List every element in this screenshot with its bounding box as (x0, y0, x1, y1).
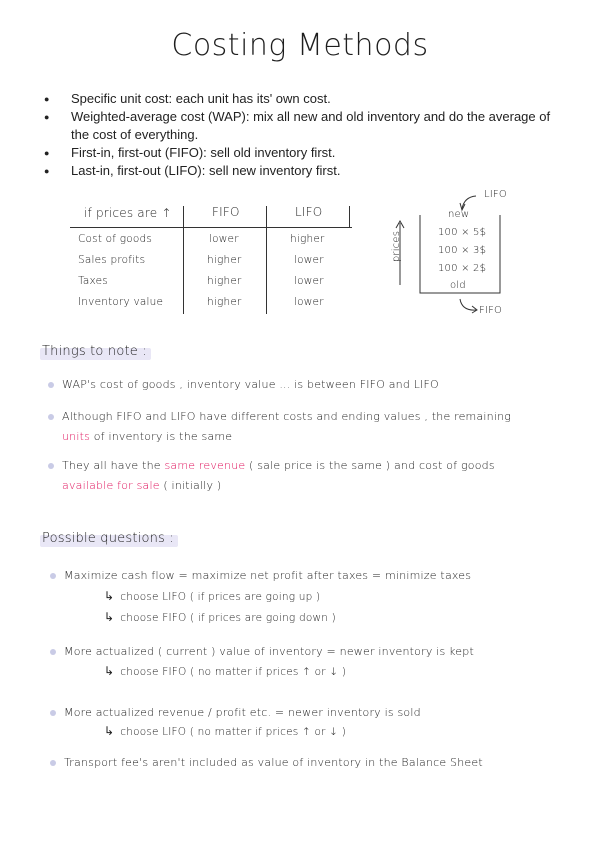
note-item (48, 407, 568, 447)
notes-heading-text: Things to note : (42, 344, 147, 359)
page-title: Costing Methods (171, 28, 429, 63)
table-cell: lower (209, 233, 239, 245)
bullet-dot-icon (48, 414, 54, 420)
table-header-condition: if prices are ↑ (84, 206, 172, 220)
note-text (62, 407, 568, 447)
note-emphasis: available for sale (62, 479, 160, 492)
table-cell: higher (207, 275, 242, 287)
table-cell: Inventory value (78, 296, 164, 308)
note-text-part: They all have the (62, 459, 165, 472)
table-header-lifo: LIFO (295, 205, 323, 219)
note-text-part: ( sale price is the same ) and cost of goods (245, 459, 495, 472)
bullet-dot-icon (48, 382, 54, 388)
return-arrow-icon: ↳ (104, 610, 115, 624)
question-item (50, 703, 570, 723)
comparison-table (70, 200, 355, 318)
prices-axis-label: prices (391, 230, 403, 263)
notes-heading (42, 344, 147, 359)
question-text: More actualized ( current ) value of inventory = newer inventory is kept (64, 645, 474, 658)
table-divider (70, 227, 352, 228)
note-text (62, 456, 568, 496)
questions-heading-text: Possible questions : (42, 531, 174, 546)
table-cell: lower (294, 254, 324, 266)
bullet-dot-icon (50, 573, 56, 579)
table-divider (266, 206, 267, 314)
question-text: Transport fee's aren't included as value of inventory in the Balance Sheet (64, 756, 483, 769)
note-emphasis: same revenue (164, 459, 246, 472)
note-text: WAP's cost of goods , inventory value ... is between FIFO and LIFO (62, 378, 439, 391)
bullet-dot-icon (50, 649, 56, 655)
answer-text: choose LIFO ( if prices are going up ) (120, 591, 321, 603)
table-cell: Sales profits (78, 254, 146, 266)
question-item (50, 753, 570, 773)
table-cell: lower (294, 275, 324, 287)
return-arrow-icon: ↳ (104, 664, 115, 678)
return-arrow-icon: ↳ (104, 589, 115, 603)
question-text: Maximize cash flow = maximize net profit after taxes = minimize taxes (64, 569, 472, 582)
question-item (50, 642, 570, 662)
table-cell: higher (290, 233, 325, 245)
bullet-dot-icon (48, 463, 54, 469)
question-text: More actualized revenue / profit etc. = newer inventory is sold (64, 706, 421, 719)
old-label: old (450, 280, 466, 291)
table-cell: Taxes (78, 275, 108, 287)
return-arrow-icon: ↳ (104, 724, 115, 738)
note-text-part: of inventory is the same (90, 430, 233, 443)
layer-label: 100 × 3$ (438, 245, 487, 256)
list-item: ● Specific unit cost: each unit has its' own cost. (44, 90, 554, 108)
list-item: ● Weighted-average cost (WAP): mix all new and old inventory and do the average of the cost of everything. (44, 108, 554, 144)
note-text-part: Although FIFO and LIFO have different costs and ending values , the remaining (62, 410, 512, 423)
layer-label: 100 × 5$ (438, 227, 487, 238)
note-item (48, 375, 568, 395)
answer-text: choose LIFO ( no matter if prices ↑ or ↓ ) (120, 726, 346, 738)
answer-text: choose FIFO ( if prices are going down ) (120, 612, 336, 624)
inventory-diagram (380, 185, 530, 320)
answer-text: choose FIFO ( no matter if prices ↑ or ↓ ) (120, 666, 347, 678)
table-cell: higher (207, 254, 242, 266)
table-divider (349, 206, 350, 228)
fifo-label: FIFO (479, 305, 503, 316)
fifo-arrow-icon (460, 299, 476, 310)
method-list (44, 90, 554, 180)
table-cell: Cost of goods (78, 233, 153, 245)
question-answer (104, 589, 320, 603)
note-item (48, 456, 568, 496)
note-text-part: ( initially ) (159, 479, 222, 492)
lifo-label: LIFO (484, 189, 507, 200)
table-divider (183, 206, 184, 314)
question-answer (104, 724, 346, 738)
questions-heading (42, 531, 174, 546)
table-cell: lower (294, 296, 324, 308)
table-cell: higher (207, 296, 242, 308)
bullet-dot-icon (50, 710, 56, 716)
lifo-arrow-icon (462, 196, 476, 209)
question-answer (104, 664, 346, 678)
question-item (50, 566, 570, 586)
question-answer (104, 610, 336, 624)
layer-label: 100 × 2$ (438, 263, 487, 274)
note-emphasis: units (62, 430, 91, 443)
table-header-fifo: FIFO (212, 205, 240, 219)
bullet-dot-icon (50, 760, 56, 766)
list-item: ● Last-in, first-out (LIFO): sell new inventory first. (44, 162, 554, 180)
new-label: new (448, 209, 470, 220)
list-item: ● First-in, first-out (FIFO): sell old inventory first. (44, 144, 554, 162)
